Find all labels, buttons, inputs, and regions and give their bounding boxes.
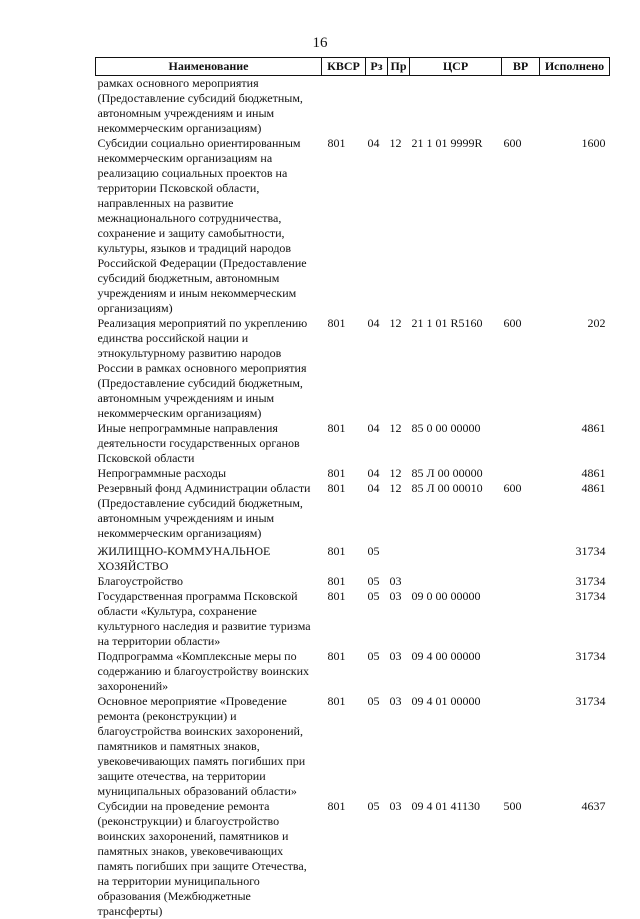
row-csr: 85 Л 00 00000 (411, 466, 483, 480)
row-rz: 05 (367, 799, 380, 813)
row-pr: 03 (389, 589, 402, 603)
row-pr: 12 (389, 481, 402, 495)
row-vr (502, 694, 540, 799)
row-vr (502, 649, 540, 694)
row-rz: 04 (367, 136, 380, 150)
row-kvsr (322, 76, 366, 137)
row-name: Основное мероприятие «Проведение ремонта (реконструкции) и благоустройства воинских захоронений, памятников и памятных знаков, увековечивающих память погибших при защите отечества, на территории муниципальных образований области» (97, 694, 306, 798)
row-name: Непрограммные расходы (97, 466, 227, 480)
row-amount: 4637 (581, 799, 606, 813)
header-kvsr: КВСР (322, 58, 366, 76)
row-name: Резервный фонд Администрации области (Предоставление субсидий бюджетным, автономным учреждениям и иным некоммерческим организациям) (97, 481, 311, 540)
table-row (96, 76, 610, 137)
row-csr: 85 0 00 00000 (411, 421, 481, 435)
budget-table (95, 57, 610, 919)
row-amount: 1600 (581, 136, 606, 150)
row-csr: 09 4 01 41130 (411, 799, 481, 813)
row-rz: 05 (367, 649, 380, 663)
row-csr: 09 4 00 00000 (411, 649, 481, 663)
row-csr (410, 541, 502, 574)
row-csr: 21 1 01 9999R (411, 136, 483, 150)
row-kvsr: 801 (327, 136, 346, 150)
row-amount: 202 (587, 316, 606, 330)
row-pr: 03 (389, 649, 402, 663)
row-pr (388, 76, 410, 137)
row-amount: 31734 (575, 694, 606, 708)
row-name: рамках основного мероприятия (Предоставление субсидий бюджетным, автономным учреждениям и иным некоммерческим организациям) (97, 76, 303, 135)
row-vr (502, 421, 540, 466)
row-amount: 4861 (581, 481, 606, 495)
row-pr: 12 (389, 421, 402, 435)
header-csr: ЦСР (410, 58, 502, 76)
header-row (96, 58, 610, 76)
row-rz: 05 (367, 544, 380, 558)
table-row (96, 136, 610, 316)
row-vr: 600 (503, 481, 522, 495)
row-pr: 12 (389, 316, 402, 330)
header-vr: ВР (502, 58, 540, 76)
row-vr (502, 466, 540, 481)
page-number: 16 (312, 35, 328, 51)
row-kvsr: 801 (327, 694, 346, 708)
row-vr: 600 (503, 136, 522, 150)
row-kvsr: 801 (327, 316, 346, 330)
row-pr: 03 (389, 694, 402, 708)
table-row (96, 316, 610, 421)
row-amount: 31734 (575, 649, 606, 663)
row-name: Реализация мероприятий по укреплению единства российской нации и этнокультурному развитию народов России в рамках основного мероприятия (Предоставление субсидий бюджетным, автономным учреждениям и иным некоммерческим организациям) (97, 316, 308, 420)
table-row (96, 466, 610, 481)
row-name: Подпрограмма «Комплексные меры по содержанию и благоустройству воинских захоронений» (97, 649, 310, 693)
row-rz: 04 (367, 466, 380, 480)
row-kvsr: 801 (327, 481, 346, 495)
row-kvsr: 801 (327, 574, 346, 588)
row-name: ЖИЛИЩНО-КОММУНАЛЬНОЕ ХОЗЯЙСТВО (97, 544, 271, 573)
table-row (96, 589, 610, 649)
row-amount (540, 76, 610, 137)
header-rz: Рз (366, 58, 388, 76)
row-kvsr: 801 (327, 544, 346, 558)
row-amount: 31734 (575, 574, 606, 588)
row-amount: 4861 (581, 466, 606, 480)
row-amount: 4861 (581, 421, 606, 435)
row-rz: 04 (367, 316, 380, 330)
row-amount: 31734 (575, 589, 606, 603)
row-name: Государственная программа Псковской области «Культура, сохранение культурного наследия и развитие туризма на территории области» (97, 589, 311, 648)
row-vr (502, 541, 540, 574)
row-name: Благоустройство (97, 574, 184, 588)
row-name: Субсидии на проведение ремонта (реконструкции) и благоустройство воинских захоронений, памятников и памятных знаков, увековечивающих память погибших при защите Отечества, на территории муниципального образования (Межбюджетные трансферты) (97, 799, 307, 918)
row-rz: 05 (367, 694, 380, 708)
row-kvsr: 801 (327, 799, 346, 813)
row-csr: 21 1 01 R5160 (411, 316, 483, 330)
table-row (96, 649, 610, 694)
header-pr: Пр (388, 58, 410, 76)
row-csr: 09 4 01 00000 (411, 694, 481, 708)
row-kvsr: 801 (327, 589, 346, 603)
row-vr: 500 (503, 799, 522, 813)
table-row (96, 574, 610, 589)
row-pr: 12 (389, 466, 402, 480)
row-rz: 04 (367, 481, 380, 495)
table-row (96, 799, 610, 919)
row-pr (388, 541, 410, 574)
row-pr: 03 (389, 799, 402, 813)
table-row (96, 541, 610, 574)
row-pr: 12 (389, 136, 402, 150)
row-csr (410, 574, 502, 589)
row-amount: 31734 (575, 544, 606, 558)
row-vr (502, 574, 540, 589)
row-name: Субсидии социально ориентированным некоммерческим организациям на реализацию социальных проектов на территории Псковской области, направленных на развитие межнационального сотрудничества, сохранение и защиту самобытности, культуры, языков и традиций народов Российской Федерации (Предоставление субсидий бюджетным, автономным учреждениям и иным некоммерческим организациям) (97, 136, 307, 315)
row-pr: 03 (389, 574, 402, 588)
row-csr: 09 0 00 00000 (411, 589, 481, 603)
row-rz: 05 (367, 574, 380, 588)
table-row (96, 694, 610, 799)
row-name: Иные непрограммные направления деятельности государственных органов Псковской области (97, 421, 300, 465)
row-vr (502, 76, 540, 137)
row-csr: 85 Л 00 00010 (411, 481, 483, 495)
table-row (96, 481, 610, 541)
row-kvsr: 801 (327, 649, 346, 663)
row-kvsr: 801 (327, 421, 346, 435)
table-row (96, 421, 610, 466)
header-name: Наименование (96, 58, 322, 76)
row-rz (366, 76, 388, 137)
header-executed: Исполнено (540, 58, 610, 76)
row-vr: 600 (503, 316, 522, 330)
row-vr (502, 589, 540, 649)
row-rz: 05 (367, 589, 380, 603)
row-rz: 04 (367, 421, 380, 435)
row-kvsr: 801 (327, 466, 346, 480)
row-csr (410, 76, 502, 137)
